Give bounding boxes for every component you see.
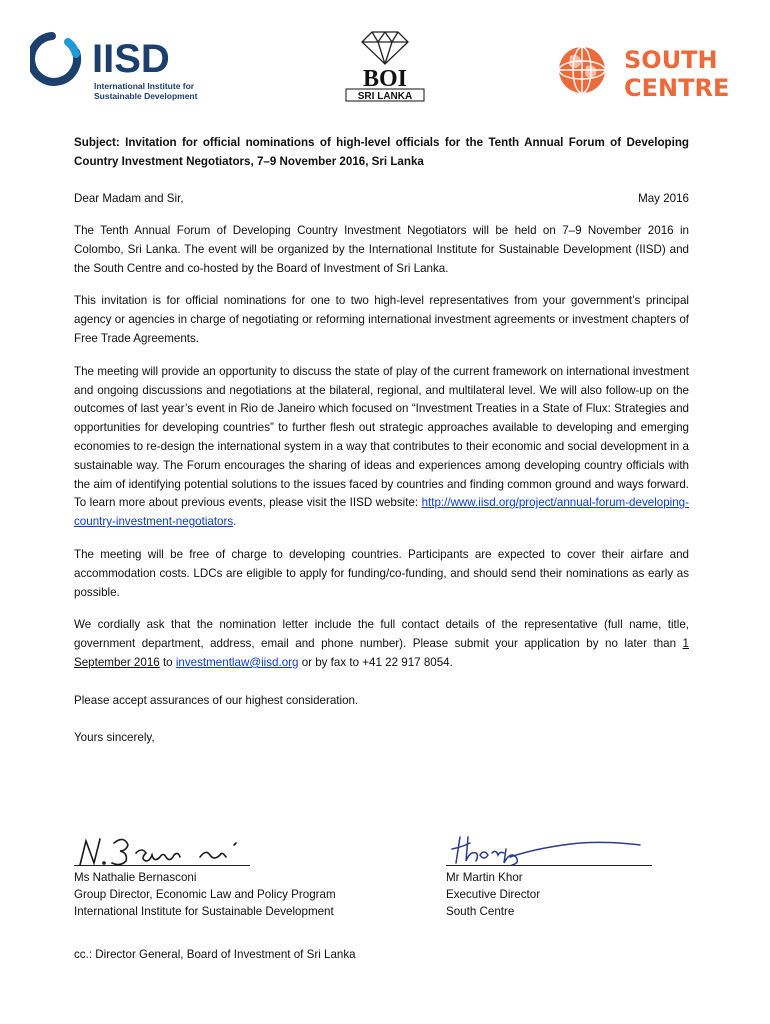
boi-diamond-icon [342,26,428,102]
paragraph-forum-announcement: The Tenth Annual Forum of Developing Country Investment Negotiators will be held on 7–9 November 2016 in Colombo, Sri Lanka. The event will be organized by the International Institute for Sustainable Development (IISD) and the South Centre and co-hosted by the Board of Investment of Sri Lanka. [74,224,689,275]
meeting-purpose-text: The meeting will provide an opportunity to discuss the state of play of the current framework on international investment and ongoing discussions and negotiations at the bilateral, regional, and multilateral level. We will also follow-up on the outcomes of last year’s event in Rio de Janeiro which focused on “Investment Treaties in a State of Flux: Strategies and opportunities for developing countries” to further flesh out strategic approaches available to developing and emerging economies to re-design the international system in a way that contributes to their economic and social development in a sustainable way. The Forum encourages the sharing of ideas and experiences among developing country officials with the aim of identifying potential solutions to the issues faced by countries and finding common ground and ways forward. To learn more about previous events, please visit the IISD website: [74,364,689,510]
handwritten-signature-bernasconi [74,827,250,871]
paragraph-costs: The meeting will be free of charge to developing countries. Participants are expected to cover their airfare and accommodation costs. LDCs are eligible to apply for funding/co-funding, and should send their nominations as early as possible. [74,547,689,599]
letter-body [74,133,689,747]
signatory-left-name: Ms Nathalie Bernasconi [74,871,197,884]
valediction: Yours sincerely, [74,730,155,744]
signatory-right-org: South Centre [446,905,515,918]
closing-line: Please accept assurances of our highest consideration. [74,693,359,707]
submission-text: We cordially ask that the nomination letter include the full contact details of the representative (full name, title, government department, address, email and phone number). Please submit your application by no later than [74,618,689,651]
boi-logo-subtitle: SRI LANKA [357,91,413,102]
boi-logo [342,26,428,102]
signatory-right-title: Executive Director [446,888,541,901]
iisd-logo-line1: International Institute for [94,81,195,91]
signature-block-left [74,825,414,920]
iisd-logo-mark [30,28,210,103]
iisd-logo-name: IISD [92,37,170,81]
iisd-logo [30,28,210,103]
signatory-right-name: Mr Martin Khor [446,871,523,884]
submission-to: to [159,655,176,669]
signatory-left-org: International Institute for Sustainable Development [74,905,334,918]
submission-deadline: 1 September 2016 [74,637,689,669]
paragraph-submission [74,616,689,672]
letter-date: May 2016 [638,192,689,205]
salutation: Dear Madam and Sir, [74,192,184,205]
salutation-row [74,189,689,208]
iisd-logo-line2: Sustainable Development [94,91,198,101]
cc-line: cc.: Director General, Board of Investment of Sri Lanka [74,948,356,961]
iisd-project-link[interactable]: http://www.iisd.org/project/annual-forum-developing-country-investment-negotiators [74,496,689,529]
paragraph-nomination-scope: This invitation is for official nominations for one to two high-level representatives from your government’s principal agency or agencies in charge of negotiating or reforming international investment agreements or investment chapters of Free Trade Agreements. [74,294,689,345]
south-centre-globe-icon [556,42,746,102]
paragraph-meeting-purpose [74,363,689,532]
south-centre-line2: CENTRE [624,74,730,102]
investmentlaw-email-link[interactable]: investmentlaw@iisd.org [175,655,299,669]
signature-line-right [446,825,652,866]
boi-logo-name: BOI [362,66,408,92]
south-centre-logo [556,42,746,102]
letterhead-logos [0,0,770,110]
signature-block-right [446,825,686,920]
signatory-left-title: Group Director, Economic Law and Policy Program [74,888,336,901]
signature-line-left [74,825,250,866]
handwritten-signature-khor [446,827,652,871]
meeting-purpose-end: . [233,515,237,529]
south-centre-line1: SOUTH [624,46,718,74]
submission-fax: or by fax to +41 22 917 8054. [298,655,453,669]
subject-line: Subject: Invitation for official nominations of high-level officials for the Tenth Annual Forum of Developing Country Investment Negotiators, 7–9 November 2016, Sri Lanka [74,136,689,168]
